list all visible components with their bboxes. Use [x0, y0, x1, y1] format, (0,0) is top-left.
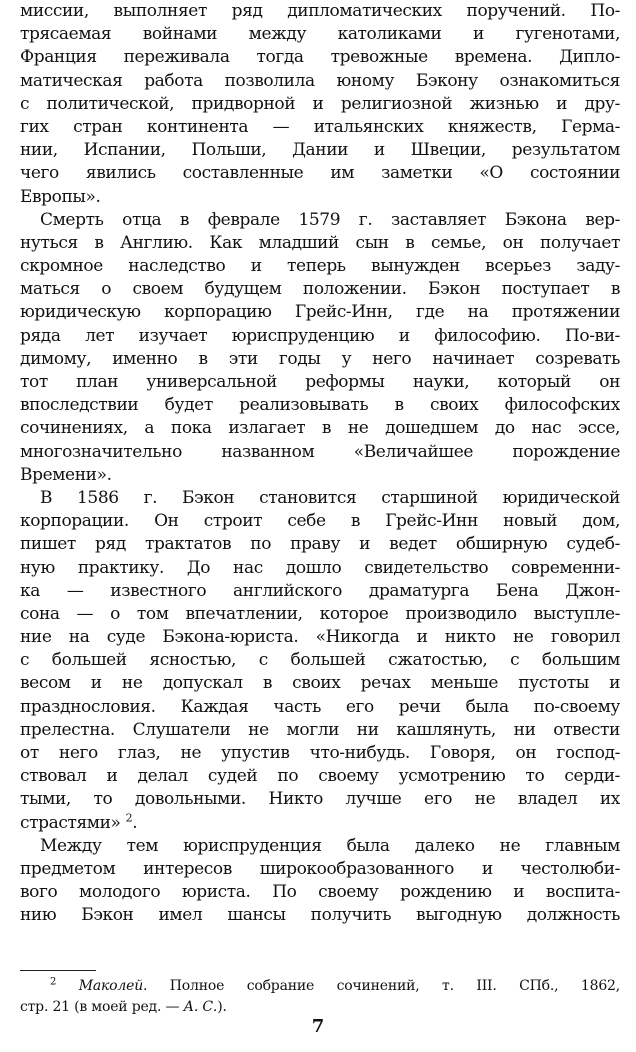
text-line-content: предметом интересов широкообразованного и честолюби-	[20, 858, 620, 879]
text-line	[20, 464, 620, 487]
text-line-content: впоследствии будет реализовывать в своих философских	[20, 395, 620, 416]
text-line	[20, 441, 620, 464]
text-line	[20, 649, 620, 672]
footnotes	[20, 976, 620, 1018]
footnote-divider	[20, 970, 96, 971]
text-line	[20, 742, 620, 765]
text-line-content: празднословия. Каждая часть его речи была по-своему	[20, 696, 620, 717]
text-line	[20, 881, 620, 904]
text-line	[20, 325, 620, 348]
text-line-content: прелестна. Слушатели не могли ни кашлянуть, ни отвести	[20, 719, 620, 740]
text-line	[20, 394, 620, 417]
text-line	[20, 371, 620, 394]
text-line-content: нии, Испании, Польши, Дании и Швеции, результатом	[20, 140, 620, 161]
text-line-content: тот план универсальной реформы науки, который он	[20, 372, 620, 392]
text-line-content: нию Бэкон имел шансы получить выгодную должность	[20, 905, 620, 926]
text-line-trailing: .	[132, 812, 138, 833]
text-line-content: тыми, то довольными. Никто лучше его не владел их	[20, 789, 620, 810]
footnote-line-1	[20, 976, 620, 997]
text-line	[20, 788, 620, 811]
footnote-marker: 2	[50, 976, 57, 988]
text-line-content: гих стран континента — итальянских княжеств, Герма-	[20, 116, 620, 137]
footnote-initials: А. С.	[183, 999, 218, 1015]
footnote-line2-suffix: ).	[217, 999, 227, 1015]
text-line-content: страстями»	[20, 812, 121, 833]
text-line	[20, 510, 620, 533]
text-line-content: вого молодого юриста. По своему рождению и воспита-	[20, 882, 620, 903]
text-line-content: ную практику. До нас дошло свидетельство современни-	[20, 557, 620, 578]
text-line	[20, 626, 620, 649]
text-line	[20, 23, 620, 46]
text-line-content: димому, именно в эти годы у него начинает созревать	[20, 348, 620, 369]
text-line	[20, 580, 620, 603]
text-line-content: пишет ряд трактатов по праву и ведет обширную судеб-	[20, 534, 620, 555]
text-line-content: сочинениях, а пока излагает в не дошедшем до нас эссе,	[20, 418, 620, 439]
text-line-content: скромное наследство и теперь вынужден всерьез заду-	[20, 256, 620, 277]
text-line-content: корпорации. Он строит себе в Грейс-Инн новый дом,	[20, 511, 620, 532]
text-line-content: ствовал и делал судей по своему усмотрению то серди-	[20, 766, 620, 787]
text-line	[20, 487, 620, 510]
text-line-content: В 1586 г. Бэкон становится старшиной юридической	[40, 487, 620, 508]
text-line-content: с большей ясностью, с большей сжатостью, с большим	[20, 650, 620, 671]
text-line	[20, 186, 620, 209]
text-line-content: ка — известного английского драматурга Бена Джон-	[20, 580, 620, 601]
text-line-content: матическая работа позволила юному Бэкону ознакомиться	[20, 70, 620, 91]
page-number: 7	[311, 1016, 325, 1037]
text-line-content: Между тем юриспруденция была далеко не главным	[40, 835, 620, 856]
text-line	[20, 812, 620, 835]
text-line	[20, 139, 620, 162]
text-line-content: многозначительно названном «Величайшее порождение	[20, 441, 620, 462]
text-line	[20, 162, 620, 185]
text-line-content: с политической, придворной и религиозной жизнью и дру-	[20, 93, 620, 114]
text-line-content: чего явились составленные им заметки «О состоянии	[20, 163, 620, 184]
text-line-content: Европы».	[20, 186, 101, 207]
text-line	[20, 232, 620, 255]
text-line	[20, 765, 620, 788]
text-line	[20, 209, 620, 232]
footnote-line2-prefix: стр. 21 (в моей ред. —	[20, 999, 184, 1015]
text-line-content: сона — о том впечатлении, которое производило выступле-	[20, 603, 620, 624]
text-line	[20, 255, 620, 278]
text-line-content: нуться в Англию. Как младший сын в семье, он получает	[20, 232, 620, 253]
text-line-content: Смерть отца в феврале 1579 г. заставляет Бэкона вер-	[40, 209, 620, 230]
text-line	[20, 672, 620, 695]
text-line	[20, 348, 620, 371]
text-line	[20, 904, 620, 927]
text-line	[20, 0, 620, 23]
text-line	[20, 557, 620, 580]
text-line	[20, 301, 620, 324]
text-line-content: от него глаз, не упустив что-нибудь. Говоря, он господ-	[20, 743, 620, 763]
footnote-author: Маколей.	[78, 978, 148, 994]
footnote-line-2	[20, 997, 620, 1018]
footnote-reference: 2	[125, 811, 133, 824]
text-line	[20, 835, 620, 858]
text-line-content: Времени».	[20, 464, 112, 485]
text-line	[20, 417, 620, 440]
text-line-content: юридическую корпорацию Грейс-Инн, где на протяжении	[20, 302, 620, 323]
text-line-content: маться о своем будущем положении. Бэкон поступает в	[20, 279, 620, 300]
footnote-line1-rest: Полное собрание сочинений, т. III. СПб., 1862,	[147, 978, 620, 994]
text-line	[20, 858, 620, 881]
text-line	[20, 116, 620, 139]
text-line-content: миссии, выполняет ряд дипломатических поручений. По-	[20, 1, 620, 21]
text-line	[20, 719, 620, 742]
text-line	[20, 603, 620, 626]
text-line	[20, 696, 620, 719]
text-line	[20, 533, 620, 556]
text-line	[20, 46, 620, 69]
text-line-content: трясаемая войнами между католиками и гугенотами,	[20, 24, 620, 45]
text-line-content: Франция переживала тогда тревожные времена. Дипло-	[20, 47, 620, 68]
text-line	[20, 70, 620, 93]
text-line	[20, 93, 620, 116]
text-line-content: ние на суде Бэкона-юриста. «Никогда и никто не говорил	[20, 627, 620, 648]
body-text	[20, 0, 620, 928]
text-line	[20, 278, 620, 301]
text-line-content: ряда лет изучает юриспруденцию и философию. По-ви-	[20, 325, 620, 346]
text-line-content: весом и не допускал в своих речах меньше пустоты и	[20, 673, 620, 694]
